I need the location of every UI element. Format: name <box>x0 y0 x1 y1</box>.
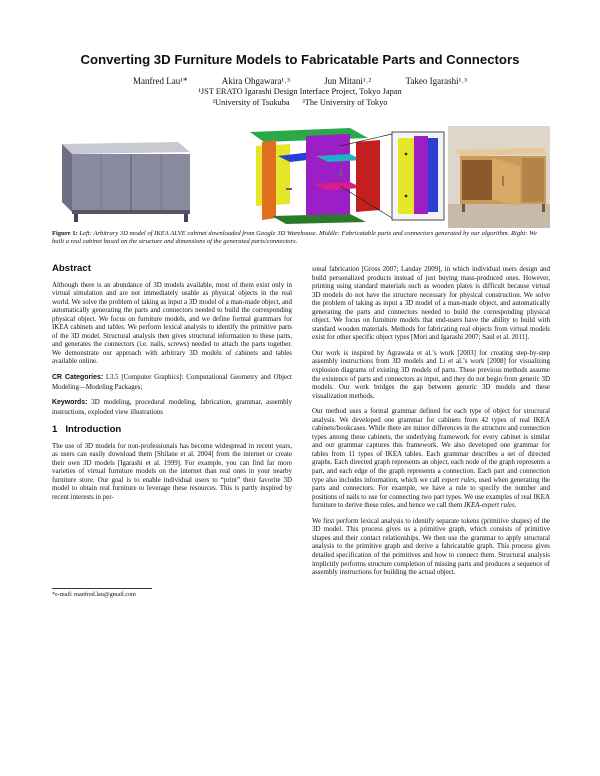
caption-text: Left: Arbitrary 3D model of IKEA ALVE cabinet downloaded from Google 3D Warehouse. Middle: Fabricatable parts and connectors generated by our algorithm. Right: We built a real cabinet based on the structure and dimensions of the generated parts/connectors. <box>52 230 537 246</box>
right-paragraph-3 <box>312 407 550 510</box>
keywords <box>52 398 292 416</box>
cr-label: CR Categories: <box>52 374 104 382</box>
p3-part-c: . <box>514 501 517 510</box>
keywords-text: 3D modeling, procedural modeling, fabrication, grammar, assembly instructions, exploded view illustrations <box>52 398 292 416</box>
real-cabinet-photo <box>448 126 550 228</box>
author-2: Akira Ohgawara¹˒³ <box>221 76 290 86</box>
intro-text: The use of 3D models for non-professionals has become widespread in recent years, as users can easily download them [Shilane et al. 2004] from the internet or create their own 3D models [Igarashi et al. 1999]. For example, you can find far more varieties of virtual furniture models on the internet than real ones in your nearby furniture store. Our goal is to enable individual users to “print” their favorite 3D model to obtain real furniture to leverage these resources. This is partly inspired by recent interests in per- <box>52 441 292 502</box>
affiliation-line-1: ¹JST ERATO Igarashi Design Interface Project, Tokyo Japan <box>198 87 402 96</box>
zoom-inset-image <box>392 132 444 220</box>
author-list <box>0 76 600 86</box>
figure-1-caption <box>52 230 548 246</box>
cr-text: I.3.5 [Computer Graphics]: Computational Geometry and Object Modeling—Modeling Packages; <box>52 373 292 391</box>
right-paragraph-4: We first perform lexical analysis to identify separate tokens (primitive shapes) of the 3D model. This process gives us a primitive graph, which consists of primitive shapes and their contact relationships. We then use the grammar to apply structural analysis to the primitive graph and derive a fabricatable graph. This process gives detailed specification of the primitives and how to connect them. Structural analysis implicitly performs structure completion of missing parts and produces a sequence of assembly instructions for building the actual object. <box>312 516 550 577</box>
affiliation-line-2: ²University of Tsukuba ³The University of Tokyo <box>212 98 388 107</box>
cabinet-3d-model-image <box>50 126 190 228</box>
exploded-parts-image <box>250 128 392 224</box>
left-column <box>52 265 292 509</box>
p3-em-expert-rules: expert rules <box>441 475 475 484</box>
intro-heading: 1 Introduction <box>52 424 122 436</box>
right-paragraph-1: sonal fabrication [Gross 2007; Landay 2009], in which individual users design and build personalized products instead of just buying mass-produced ones. However, printing using standard materials such as wooden plates is difficult because virtual 3D models do not have the structure necessary for physical construction. We solve the problem of taking as input a 3D model of a man-made object, and automatically generating the parts and connectors needed to build the corresponding physical object. We focus on furniture models that end-users have the ability to build with standard wooden materials. Methods for fabricating real objects from virtual models exist for other specific object types [Mori and Igarashi 2007; Saul et al. 2011]. <box>312 265 550 342</box>
abstract-text: Although there is an abundance of 3D models available, most of them exist only in virtual simulation and are not immediately usable as physical objects in the real world. We solve the problem of taking as input a 3D model of a man-made object, and automatically generating the parts and connectors needed to build the corresponding physical object. We focus on furniture models, and we define formal grammars for IKEA cabinets and tables. We perform lexical analysis to identify the primitive parts of the 3D model. Structural analysis then gives structural information to these parts, and generates the connectors (i.e. nails, screws) needed to attach the parts together. We demonstrate our approach with arbitrary 3D models of cabinets and tables available online. <box>52 280 292 366</box>
paper-title: Converting 3D Furniture Models to Fabricatable Parts and Connectors <box>80 52 520 67</box>
footnote-email: *e-mail: manfred.lau@gmail.com <box>52 591 136 598</box>
right-column <box>312 265 550 584</box>
cr-categories <box>52 373 292 391</box>
right-paragraph-2: Our work is inspired by Agrawala et al.’s work [2003] for creating step-by-step assembly instructions from 3D models and Li et al.’s work [2008] for visualizing explosion diagrams of existing 3D models of parts. These previous methods assume the existence of parts and connectors as input, and they do not begin from generic 3D models. Our work bridges the gap between generic 3D models and these visualization methods. <box>312 348 550 400</box>
p3-part-b: , used when generating the parts and connectors. For example, we have a rule to specify the number and positions of nails to use for connecting two part types. We use examples of real IKEA furniture to derive these rules, and hence we call them <box>312 475 550 510</box>
figure-1 <box>50 126 550 228</box>
caption-label: Figure 1: <box>52 230 78 237</box>
p3-em-ikea-expert-rules: IKEA-expert rules <box>464 501 515 510</box>
abstract-heading: Abstract <box>52 263 91 274</box>
p3-part-a: Our method uses a formal grammar defined for each type of object for structural analysis. We developed one grammar for cabinets from 42 types of real IKEA cabinets/bookcases. While there are minor differences in the structure and connection types among these cabinets, the underlying framework for every cabinet is similar and our grammar captures this framework. We also developed one grammar for tables from 11 types of IKEA tables. Each grammar describes a set of directed graphs. Each directed graph represents an object, each node of the graph represents a part, and each edge of the graph represents a connection. Each part and connection type also includes information, which we call <box>312 407 550 484</box>
footnote <box>52 588 152 598</box>
author-3: Jun Mitani¹˒² <box>324 76 372 86</box>
author-1: Manfred Lau¹* <box>133 76 188 86</box>
author-4: Takeo Igarashi¹˒³ <box>405 76 467 86</box>
keywords-label: Keywords: <box>52 399 88 407</box>
